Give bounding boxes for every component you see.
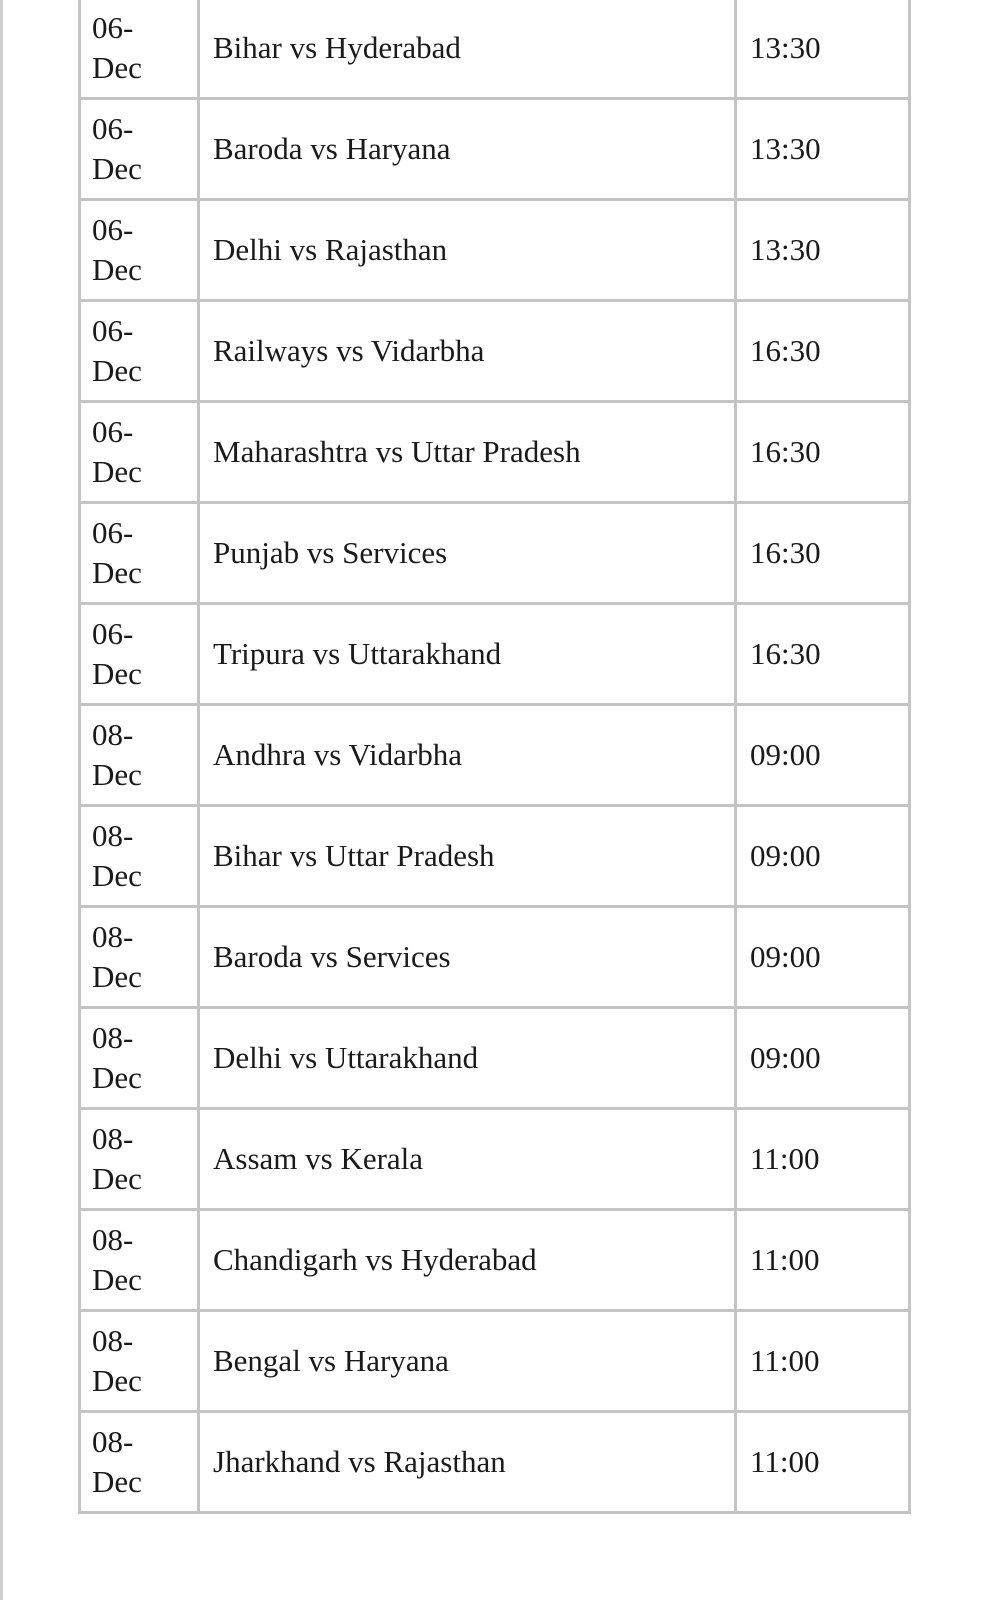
fixture-day: 06- bbox=[92, 616, 134, 651]
fixture-month: Dec bbox=[92, 1464, 142, 1499]
fixture-day: 08- bbox=[92, 1020, 134, 1055]
fixture-month: Dec bbox=[92, 1363, 142, 1398]
fixture-day: 06- bbox=[92, 10, 134, 45]
fixture-date-cell bbox=[80, 1008, 199, 1109]
fixture-row bbox=[80, 1210, 910, 1311]
fixture-day: 06- bbox=[92, 313, 134, 348]
fixture-time: 09:00 bbox=[736, 907, 910, 1008]
fixture-date-cell bbox=[80, 301, 199, 402]
fixture-row bbox=[80, 705, 910, 806]
fixture-date-cell bbox=[80, 1210, 199, 1311]
fixture-month: Dec bbox=[92, 757, 142, 792]
fixture-time: 09:00 bbox=[736, 1008, 910, 1109]
fixture-match: Bihar vs Hyderabad bbox=[199, 0, 736, 99]
fixture-date-cell bbox=[80, 1311, 199, 1412]
page-left-edge bbox=[0, 0, 3, 1600]
fixture-date-cell bbox=[80, 1412, 199, 1513]
fixture-match: Bihar vs Uttar Pradesh bbox=[199, 806, 736, 907]
fixture-row bbox=[80, 1311, 910, 1412]
fixture-date-cell bbox=[80, 604, 199, 705]
fixture-month: Dec bbox=[92, 151, 142, 186]
fixture-match: Delhi vs Uttarakhand bbox=[199, 1008, 736, 1109]
fixture-time: 13:30 bbox=[736, 99, 910, 200]
fixture-date-cell bbox=[80, 806, 199, 907]
fixture-match: Railways vs Vidarbha bbox=[199, 301, 736, 402]
fixture-month: Dec bbox=[92, 353, 142, 388]
fixture-day: 06- bbox=[92, 414, 134, 449]
fixture-date-cell bbox=[80, 99, 199, 200]
fixture-month: Dec bbox=[92, 656, 142, 691]
fixture-row bbox=[80, 604, 910, 705]
fixture-day: 08- bbox=[92, 1323, 134, 1358]
fixture-day: 08- bbox=[92, 1121, 134, 1156]
fixture-row bbox=[80, 806, 910, 907]
fixture-month: Dec bbox=[92, 1060, 142, 1095]
fixture-month: Dec bbox=[92, 1161, 142, 1196]
fixture-date-cell bbox=[80, 402, 199, 503]
fixture-time: 16:30 bbox=[736, 503, 910, 604]
fixture-row bbox=[80, 907, 910, 1008]
fixtures-table bbox=[78, 0, 908, 1514]
fixture-date-cell bbox=[80, 705, 199, 806]
fixture-match: Baroda vs Haryana bbox=[199, 99, 736, 200]
fixture-time: 11:00 bbox=[736, 1210, 910, 1311]
fixture-match: Assam vs Kerala bbox=[199, 1109, 736, 1210]
fixture-time: 11:00 bbox=[736, 1412, 910, 1513]
fixture-month: Dec bbox=[92, 454, 142, 489]
fixture-match: Delhi vs Rajasthan bbox=[199, 200, 736, 301]
fixture-row bbox=[80, 301, 910, 402]
fixture-month: Dec bbox=[92, 959, 142, 994]
fixture-month: Dec bbox=[92, 252, 142, 287]
fixture-month: Dec bbox=[92, 50, 142, 85]
fixture-day: 06- bbox=[92, 212, 134, 247]
fixture-match: Chandigarh vs Hyderabad bbox=[199, 1210, 736, 1311]
fixture-row bbox=[80, 99, 910, 200]
fixture-time: 09:00 bbox=[736, 806, 910, 907]
fixture-day: 08- bbox=[92, 818, 134, 853]
fixture-date-cell bbox=[80, 1109, 199, 1210]
fixture-row bbox=[80, 200, 910, 301]
fixture-day: 08- bbox=[92, 717, 134, 752]
fixture-date-cell bbox=[80, 907, 199, 1008]
fixture-day: 08- bbox=[92, 1424, 134, 1459]
fixture-time: 16:30 bbox=[736, 301, 910, 402]
fixture-match: Andhra vs Vidarbha bbox=[199, 705, 736, 806]
fixture-day: 06- bbox=[92, 111, 134, 146]
fixture-row bbox=[80, 503, 910, 604]
fixture-time: 13:30 bbox=[736, 0, 910, 99]
fixture-time: 09:00 bbox=[736, 705, 910, 806]
fixture-match: Tripura vs Uttarakhand bbox=[199, 604, 736, 705]
fixture-month: Dec bbox=[92, 1262, 142, 1297]
fixture-time: 13:30 bbox=[736, 200, 910, 301]
fixture-date-cell bbox=[80, 503, 199, 604]
fixture-date-cell bbox=[80, 200, 199, 301]
fixture-match: Bengal vs Haryana bbox=[199, 1311, 736, 1412]
fixture-row bbox=[80, 1412, 910, 1513]
fixture-time: 11:00 bbox=[736, 1311, 910, 1412]
fixture-row bbox=[80, 1008, 910, 1109]
fixture-row bbox=[80, 0, 910, 99]
fixture-month: Dec bbox=[92, 858, 142, 893]
fixture-time: 16:30 bbox=[736, 604, 910, 705]
fixture-row bbox=[80, 1109, 910, 1210]
fixture-day: 08- bbox=[92, 919, 134, 954]
fixture-match: Baroda vs Services bbox=[199, 907, 736, 1008]
fixture-day: 06- bbox=[92, 515, 134, 550]
fixture-date-cell bbox=[80, 0, 199, 99]
fixtures-table-body bbox=[80, 0, 910, 1513]
fixture-row bbox=[80, 402, 910, 503]
fixture-month: Dec bbox=[92, 555, 142, 590]
fixture-match: Jharkhand vs Rajasthan bbox=[199, 1412, 736, 1513]
fixture-match: Punjab vs Services bbox=[199, 503, 736, 604]
fixture-time: 11:00 bbox=[736, 1109, 910, 1210]
fixture-day: 08- bbox=[92, 1222, 134, 1257]
fixture-time: 16:30 bbox=[736, 402, 910, 503]
fixture-match: Maharashtra vs Uttar Pradesh bbox=[199, 402, 736, 503]
